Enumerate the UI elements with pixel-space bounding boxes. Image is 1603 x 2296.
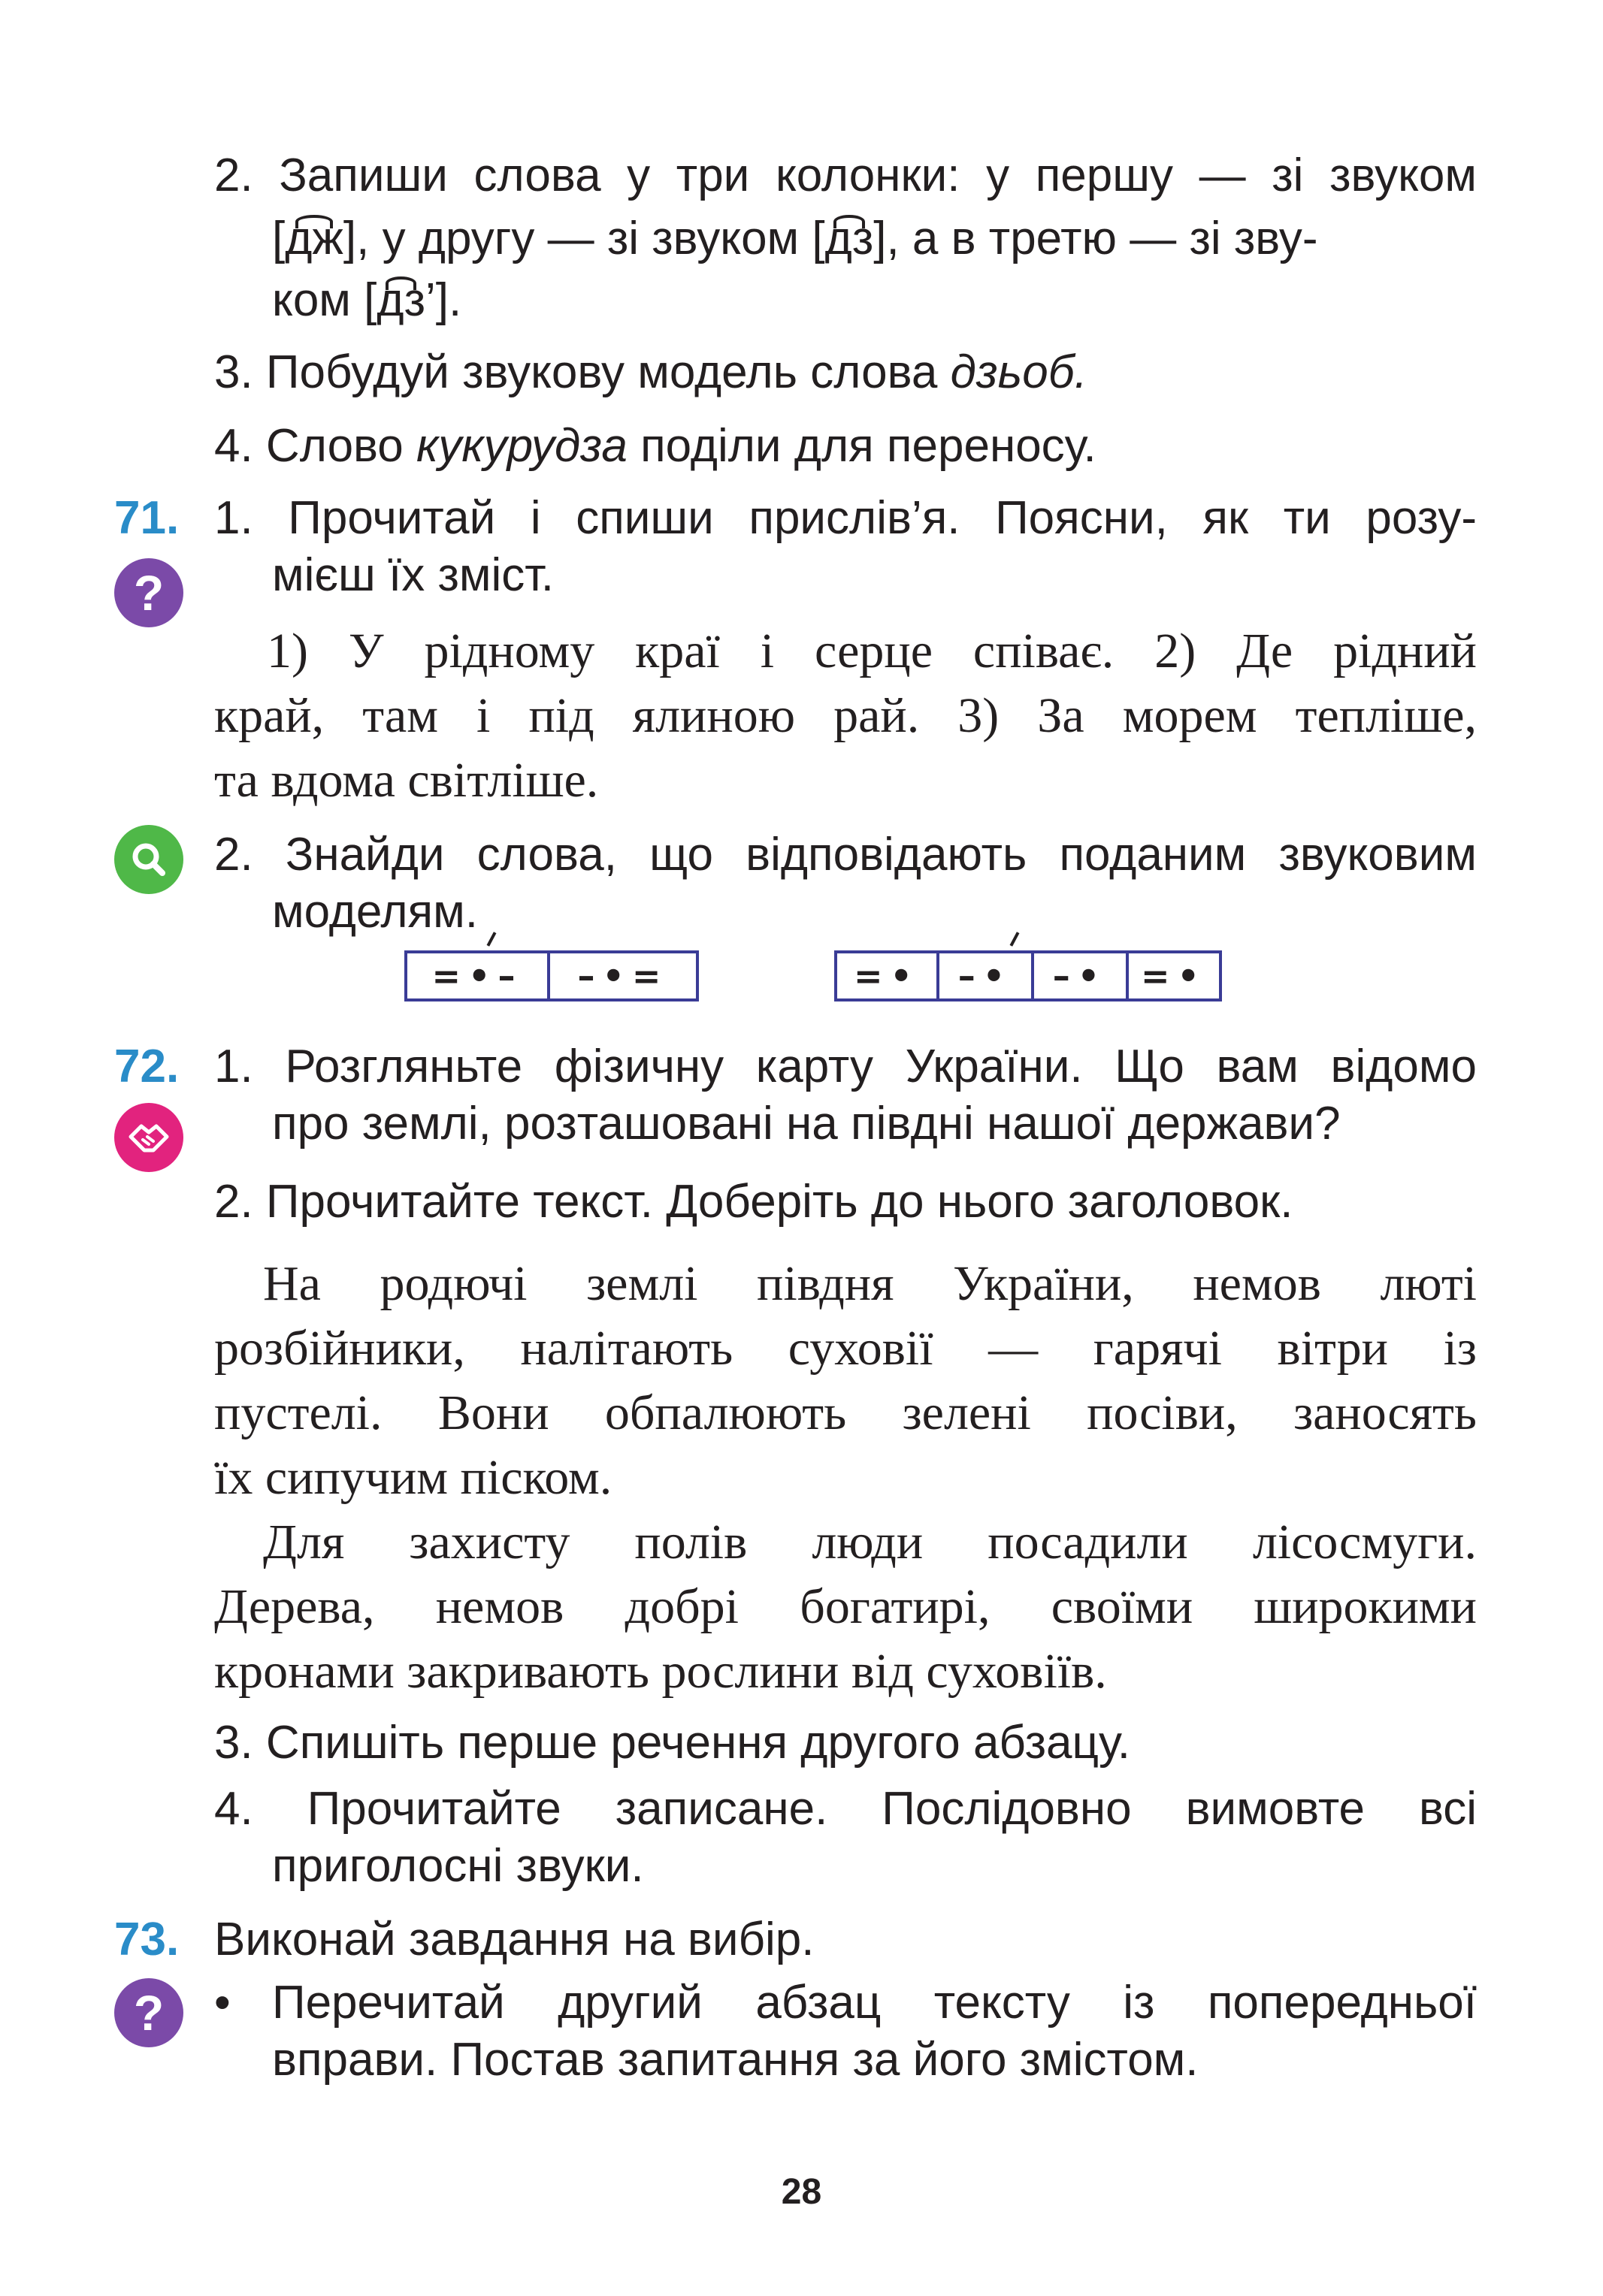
text-line-4: їх сипучим піском. xyxy=(214,1450,612,1505)
ex72-task-4-line-1: 4. Прочитайте записане. Послідовно вимовте всі xyxy=(214,1783,1477,1835)
sound-model-1 xyxy=(404,950,699,1001)
sound-dzh: дж xyxy=(285,213,343,264)
ex71-task-1-line-2: мієш їх зміст. xyxy=(272,549,555,601)
task-2-line-2: [дж ], у другу — зі звуком [дз ], а в третю — зі зву- xyxy=(272,210,1477,267)
proverbs-line-1: 1) У рідному краї і серце співає. 2) Де рідний xyxy=(267,624,1477,678)
ex72-task-4-line-2: приголосні звуки. xyxy=(272,1840,644,1892)
model-2-syllable-4: =• xyxy=(1141,956,1207,996)
sound-dz: дз xyxy=(824,213,874,264)
magnifier-icon xyxy=(114,825,183,894)
exercise-73-number: 73. xyxy=(114,1914,180,1965)
model-2-syllable-2: –• xyxy=(939,953,1034,998)
ex72-task-1-line-1: 1. Розгляньте фізичну карту України. Що вам відомо xyxy=(214,1041,1477,1092)
exercise-72-number: 72. xyxy=(114,1041,180,1092)
task-2-line-1: 2. Запиши слова у три колонки: у першу — зі звуком xyxy=(214,150,1477,201)
ex72-task-2: 2. Прочитайте текст. Доберіть до нього заголовок. xyxy=(214,1176,1293,1228)
text-line-3: пустелі. Вони обпалюють зелені посіви, заносять xyxy=(214,1385,1477,1440)
sound-model-2 xyxy=(834,950,1222,1001)
question-icon: ? xyxy=(114,1978,183,2047)
ex71-task-2-line-1: 2. Знайди слова, що відповідають поданим звуковим xyxy=(214,829,1477,881)
ex71-task-1-line-1: 1. Прочитай і спиши прислів’я. Поясни, як ти розу- xyxy=(214,492,1477,544)
ex72-task-3: 3. Спишіть перше речення другого абзацу. xyxy=(214,1717,1131,1769)
task-2-line-3: ком [дз ’]. xyxy=(272,272,1477,329)
sound-dz-soft: дз xyxy=(377,274,425,326)
text-line-6: Дерева, немов добрі богатирі, своїми широкими xyxy=(214,1579,1477,1634)
task-3: 3. Побудуй звукову модель слова дзьоб. xyxy=(214,346,1087,398)
model-1-syllable-2: –•= xyxy=(577,956,669,996)
text-line-1: На родючі землі півдня України, немов люті xyxy=(263,1256,1477,1311)
handshake-icon xyxy=(114,1103,183,1172)
ex73-task: Виконай завдання на вибір. xyxy=(214,1914,815,1965)
exercise-71-number: 71. xyxy=(114,492,180,544)
page-number: 28 xyxy=(781,2172,822,2212)
model-2-syllable-3: –• xyxy=(1034,953,1129,998)
model-1-syllable-1: =•– xyxy=(407,953,550,998)
ex73-bullet-line-1: Перечитай другий абзац тексту із попередньої xyxy=(272,1977,1477,2029)
model-2-syllable-1: =• xyxy=(837,953,939,998)
ex71-task-2-line-2: моделям. xyxy=(272,886,478,938)
ex73-bullet-line-2: вправи. Постав запитання за його змістом. xyxy=(272,2034,1199,2086)
question-icon: ? xyxy=(114,558,183,627)
proverbs-line-3: та вдома світліше. xyxy=(214,753,599,808)
text-line-2: розбійники, налітають суховії — гарячі вітри із xyxy=(214,1321,1477,1376)
ex72-task-1-line-2: про землі, розташовані на півдні нашої держави? xyxy=(272,1098,1341,1150)
text-line-5: Для захисту полів люди посадили лісосмуги. xyxy=(263,1515,1477,1569)
text-line-7: кронами закривають рослини від суховіїв. xyxy=(214,1644,1107,1699)
proverbs-line-2: край, там і під ялиною рай. 3) За морем тепліше, xyxy=(214,688,1477,743)
bullet: • xyxy=(214,1977,231,2029)
task-4: 4. Слово кукурудза поділи для переносу. xyxy=(214,420,1096,472)
